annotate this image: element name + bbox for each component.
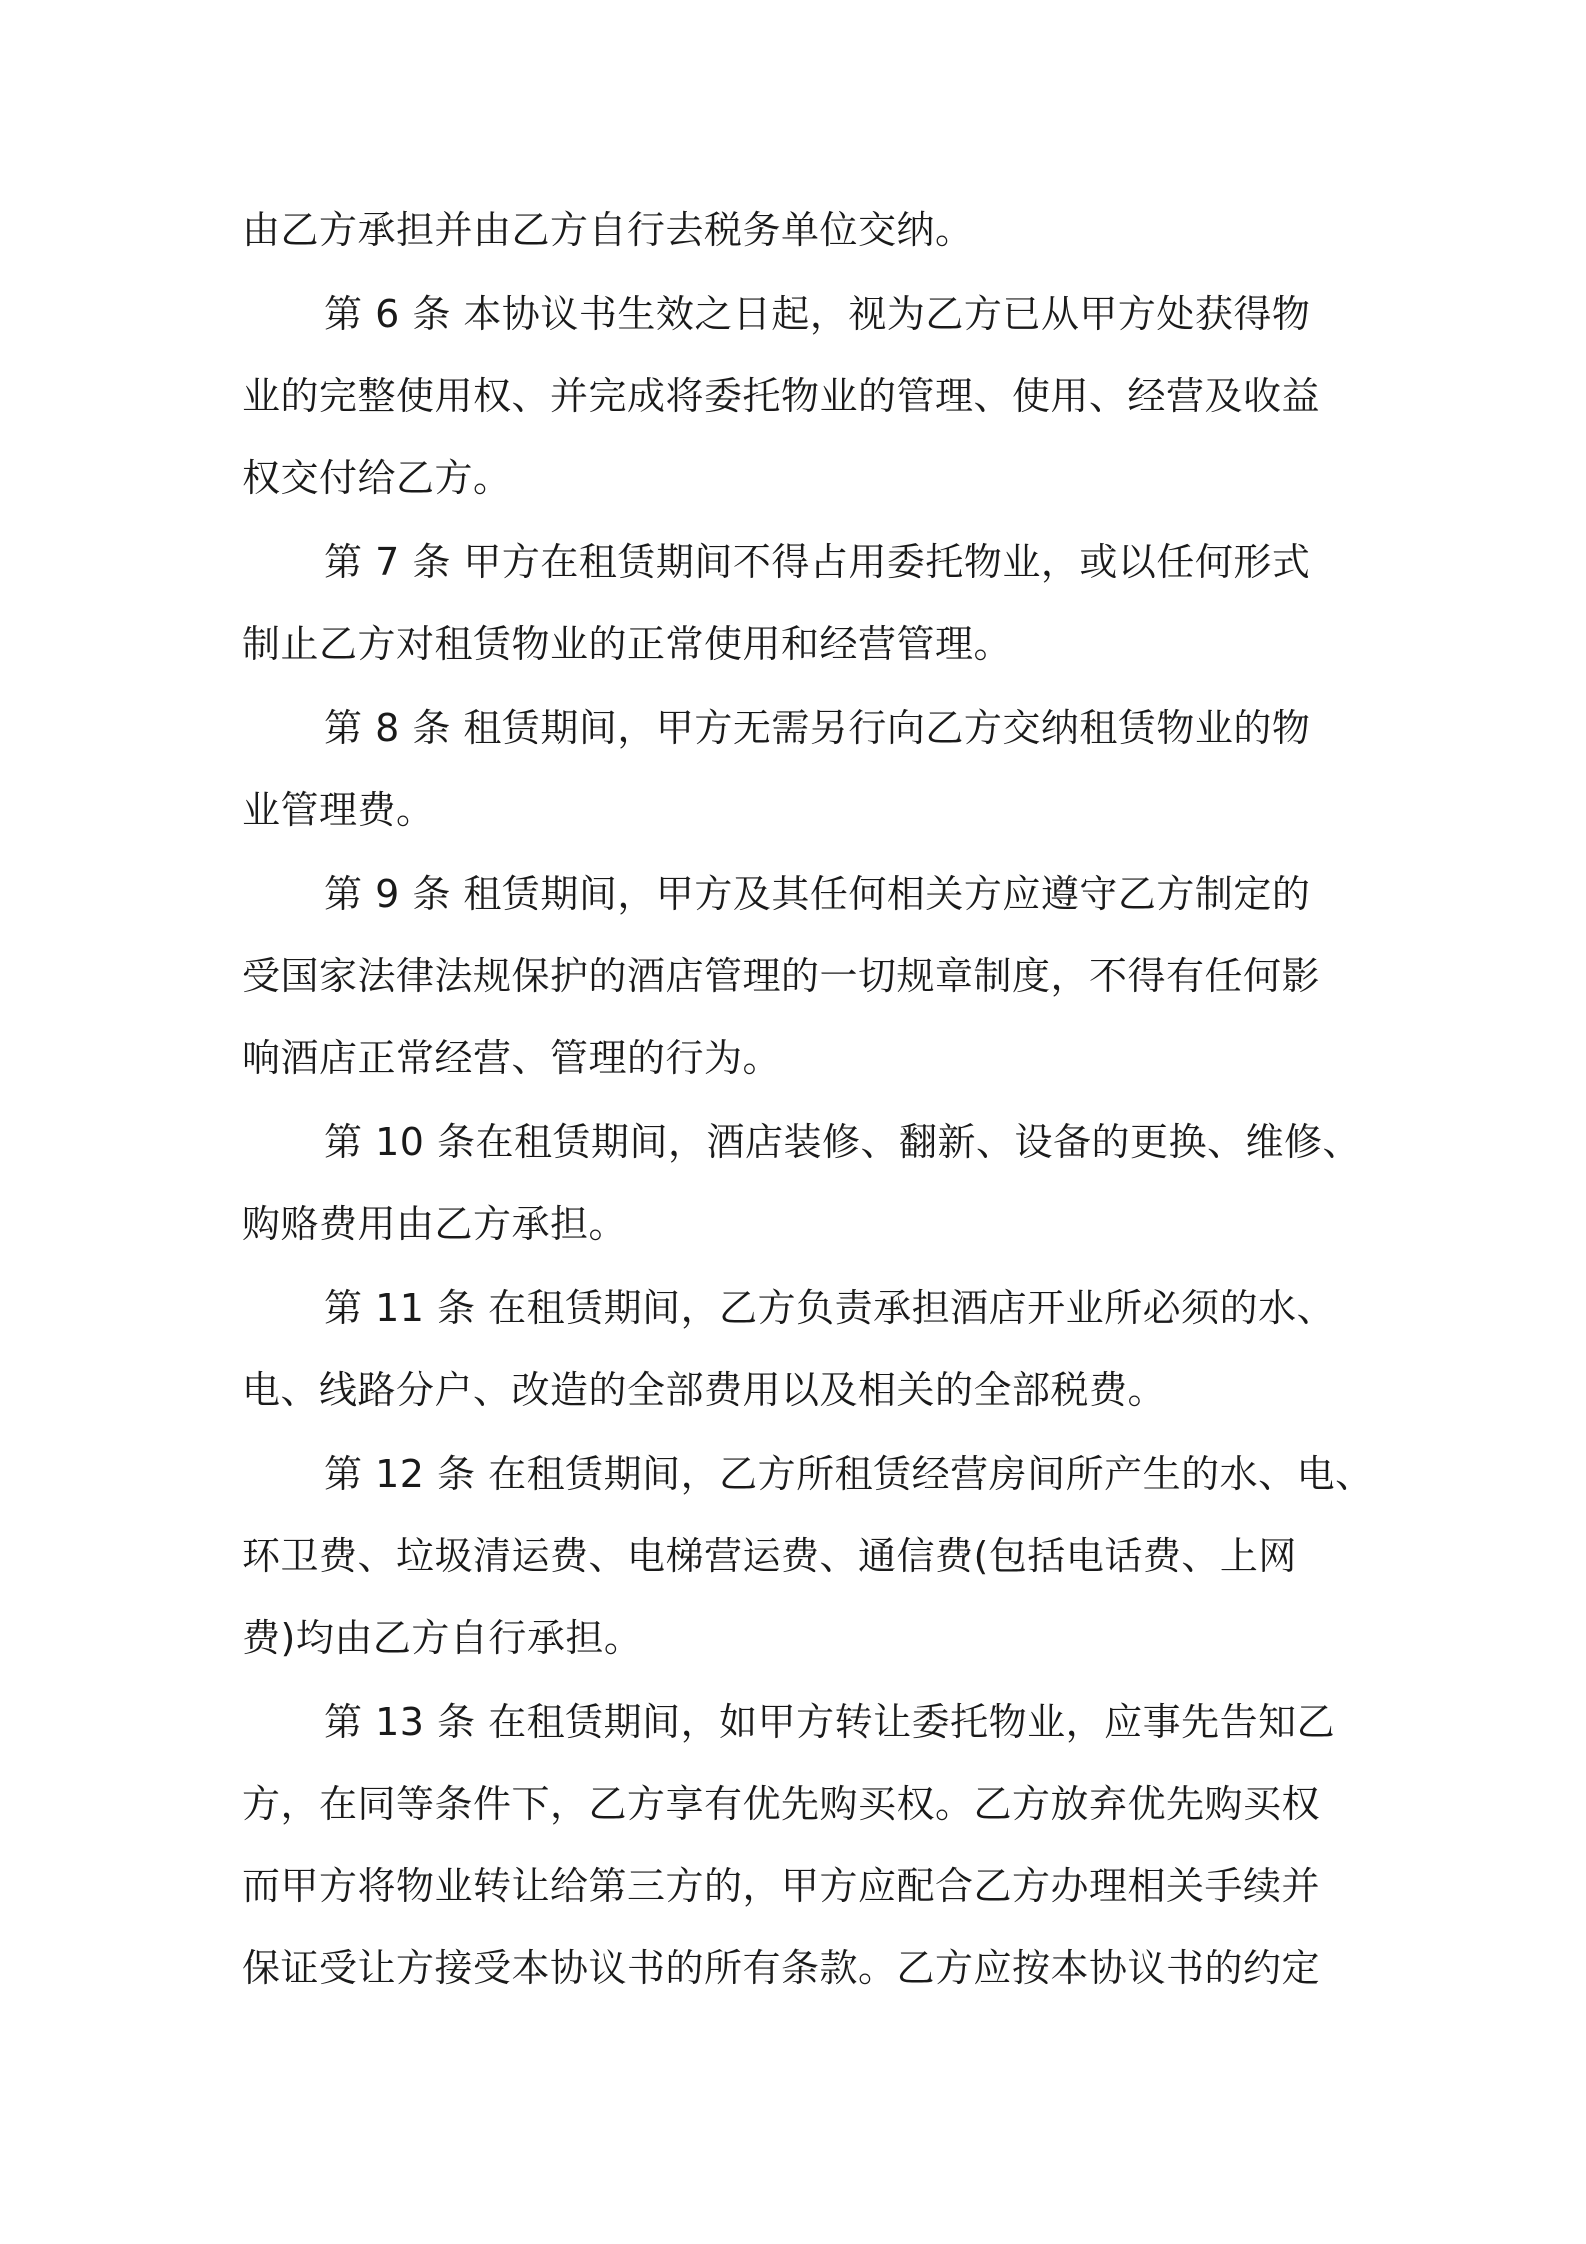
text-line: 保证受让方接受本协议书的所有条款。乙方应按本协议书的约定 [242,1946,1321,1990]
article-8-line: 第 8 条 租赁期间，甲方无需另行向乙方交纳租赁物业的物 [324,706,1311,750]
text-line: 受国家法律法规保护的酒店管理的一切规章制度，不得有任何影 [242,954,1321,998]
article-12-line: 第 12 条 在租赁期间，乙方所租赁经营房间所产生的水、电、 [324,1452,1374,1496]
text-line: 费)均由乙方自行承担。 [242,1616,643,1660]
text-line: 电、线路分户、改造的全部费用以及相关的全部税费。 [242,1368,1167,1412]
text-line: 业管理费。 [242,788,435,832]
text-line: 购赂费用由乙方承担。 [242,1202,628,1246]
text-line: 业的完整使用权、并完成将委托物业的管理、使用、经营及收益 [242,374,1321,418]
text-line: 响酒店正常经营、管理的行为。 [242,1036,782,1080]
text-line: 方，在同等条件下，乙方享有优先购买权。乙方放弃优先购买权 [242,1782,1321,1826]
text-line: 而甲方将物业转让给第三方的，甲方应配合乙方办理相关手续并 [242,1864,1321,1908]
article-9-line: 第 9 条 租赁期间，甲方及其任何相关方应遵守乙方制定的 [324,872,1311,916]
text-line: 由乙方承担并由乙方自行去税务单位交纳。 [242,208,974,252]
article-6-line: 第 6 条 本协议书生效之日起，视为乙方已从甲方处获得物 [324,292,1311,336]
article-11-line: 第 11 条 在租赁期间，乙方负责承担酒店开业所必须的水、 [324,1286,1336,1330]
text-line: 制止乙方对租赁物业的正常使用和经营管理。 [242,622,1013,666]
text-line: 权交付给乙方。 [242,456,512,500]
article-13-line: 第 13 条 在租赁期间，如甲方转让委托物业，应事先告知乙 [324,1700,1336,1744]
text-line: 环卫费、垃圾清运费、电梯营运费、通信费(包括电话费、上网 [242,1534,1297,1578]
article-10-line: 第 10 条在租赁期间，酒店装修、翻新、设备的更换、维修、 [324,1120,1362,1164]
article-7-line: 第 7 条 甲方在租赁期间不得占用委托物业，或以任何形式 [324,540,1311,584]
